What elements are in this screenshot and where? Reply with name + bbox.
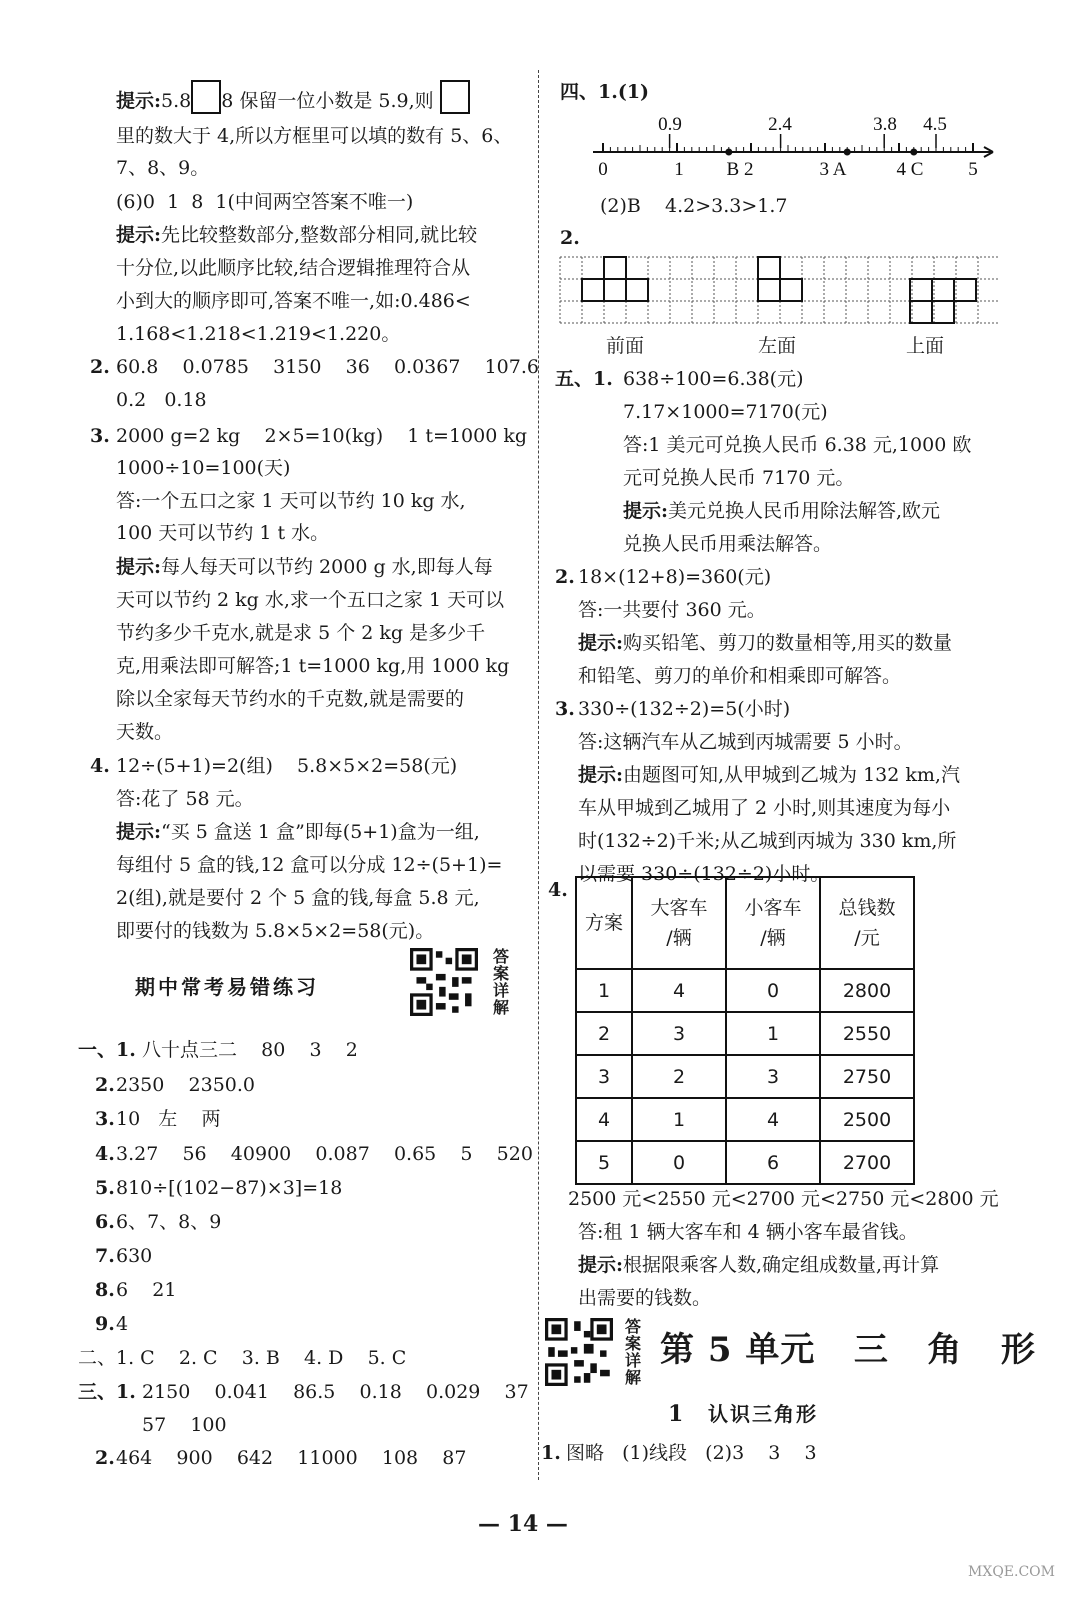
answer-line: 638÷100=6.38(元) — [623, 368, 804, 390]
nl-top-label: 2.4 — [768, 114, 792, 135]
answer-line: 图略 (1)线段 (2)3 3 3 — [566, 1442, 817, 1464]
lesson-title: 认识三角形 — [708, 1402, 818, 1426]
answer-line: 2000 g=2 kg 2×5=10(kg) 1 t=1000 kg — [116, 425, 528, 447]
text-line: (6)0 1 8 1(中间两空答案不唯一) — [116, 191, 414, 213]
question-number: 9. — [95, 1313, 115, 1335]
question-number: 3. — [95, 1108, 115, 1130]
table-cell: 2750 — [820, 1055, 914, 1098]
answer-line: 12÷(5+1)=2(组) 5.8×5×2=58(元) — [116, 755, 458, 777]
qr-code-icon — [410, 948, 478, 1016]
view-label: 上面 — [906, 335, 945, 357]
table-cell: 3 — [726, 1055, 820, 1098]
table-row — [576, 1141, 914, 1184]
table-cell: 2700 — [820, 1141, 914, 1184]
hint-line: 提示:根据限乘客人数,确定组成数量,再计算 — [578, 1254, 940, 1276]
answer-line: 6 21 — [116, 1279, 177, 1301]
question-number: 2. — [560, 227, 580, 249]
question-number: 4. — [90, 755, 110, 777]
table-header: 小客车 /辆 — [726, 877, 820, 969]
column-divider — [538, 70, 539, 1480]
answer-line: 答:这辆汽车从乙城到丙城需要 5 小时。 — [578, 731, 913, 753]
text-line: 兑换人民币用乘法解答。 — [623, 533, 833, 555]
answer-line: 6、7、8、9 — [116, 1211, 222, 1233]
answer-line: 7.17×1000=7170(元) — [623, 401, 828, 423]
answer-line: 答:1 美元可兑换人民币 6.38 元,1000 欧 — [623, 434, 972, 456]
question-number: 4. — [548, 879, 568, 901]
table-header: 大客车 /辆 — [632, 877, 726, 969]
answer-line: 60.8 0.0785 3150 36 0.0367 107.6 — [116, 356, 539, 378]
answer-line: 2350 2350.0 — [116, 1074, 255, 1096]
table-cell: 1 — [726, 1012, 820, 1055]
question-number: 3. — [555, 698, 575, 720]
text-line: 天数。 — [116, 721, 174, 743]
answer-line: 330÷(132÷2)=5(小时) — [578, 698, 791, 720]
question-number: 2. — [95, 1447, 115, 1469]
answer-line: 二、1. C 2. C 3. B 4. D 5. C — [78, 1347, 407, 1369]
answer-line: 630 — [116, 1245, 153, 1267]
unit-title: 第 5 单元 三 角 形 — [660, 1330, 1036, 1370]
table-cell: 2800 — [820, 969, 914, 1012]
table-cell: 1 — [576, 969, 632, 1012]
three-view-grid — [558, 255, 998, 327]
nl-bottom-label: B 2 — [726, 159, 754, 180]
table-cell: 0 — [726, 969, 820, 1012]
question-number: 8. — [95, 1279, 115, 1301]
table-header: 总钱数 /元 — [820, 877, 914, 969]
hint-line: 提示:每人每天可以节约 2000 g 水,即每人每 — [116, 556, 493, 578]
answer-line: 1000÷10=100(天) — [116, 457, 291, 479]
watermark-text: MXQE.COM — [968, 1564, 1055, 1580]
question-number: 一、1. — [78, 1039, 136, 1061]
text-line: 车从甲城到乙城用了 2 小时,则其速度为每小 — [578, 797, 951, 819]
table-header: 方案 — [576, 877, 632, 969]
answer-line: 八十点三二 80 3 2 — [142, 1039, 358, 1061]
hint-line: 提示:5.8 8 保留一位小数是 5.9,则 — [116, 80, 470, 114]
answer-line: 18×(12+8)=360(元) — [578, 566, 772, 588]
nl-bottom-label: 3 A — [819, 159, 847, 180]
point — [911, 149, 917, 155]
text-line: 克,用乘法即可解答;1 t=1000 kg,用 1000 kg — [116, 655, 510, 677]
hint-line: 提示:购买铅笔、剪刀的数量相等,用买的数量 — [578, 632, 953, 654]
text-line: 每组付 5 盒的钱,12 盒可以分成 12÷(5+1)= — [116, 854, 503, 876]
text-line: 即要付的钱数为 5.8×5×2=58(元)。 — [116, 920, 435, 942]
text-line: 2(组),就是要付 2 个 5 盒的钱,每盒 5.8 元, — [116, 887, 480, 909]
qr-code-icon — [545, 1318, 613, 1386]
hint-line: 提示:美元兑换人民币用除法解答,欧元 — [623, 500, 941, 522]
answer-line: 元可兑换人民币 7170 元。 — [623, 467, 855, 489]
answer-line: 答:一个五口之家 1 天可以节约 10 kg 水, — [116, 490, 466, 512]
text-line: 节约多少千克水,就是求 5 个 2 kg 是多少千 — [116, 622, 486, 644]
answer-line: (2)B 4.2>3.3>1.7 — [600, 195, 788, 217]
question-number: 三、1. — [78, 1381, 136, 1403]
answer-line: 0.2 0.18 — [116, 389, 207, 411]
table-cell: 2550 — [820, 1012, 914, 1055]
table-cell: 2500 — [820, 1098, 914, 1141]
text-line: 1.168<1.218<1.219<1.220。 — [116, 323, 401, 345]
text-line: 小到大的顺序即可,答案不唯一,如:0.486< — [116, 290, 471, 312]
text-line: 出需要的钱数。 — [578, 1287, 712, 1309]
section-heading: 四、1.(1) — [560, 81, 650, 103]
text-line: 十分位,以此顺序比较,结合逻辑推理符合从 — [116, 257, 471, 279]
answer-line: 10 左 两 — [116, 1108, 221, 1130]
blank-box — [191, 80, 221, 114]
number-line — [575, 108, 995, 188]
answer-line: 答:花了 58 元。 — [116, 788, 254, 810]
text-line: 天可以节约 2 kg 水,求一个五口之家 1 天可以 — [116, 589, 505, 611]
question-number: 五、1. — [555, 368, 613, 390]
point — [726, 149, 732, 155]
text-line: 7、8、9。 — [116, 157, 210, 179]
table-cell: 4 — [576, 1098, 632, 1141]
text-line: 时(132÷2)千米;从乙城到丙城为 330 km,所 — [578, 830, 957, 852]
answer-line: 3.27 56 40900 0.087 0.65 5 520 — [116, 1143, 533, 1165]
page-number: — 14 — — [478, 1511, 568, 1537]
table-cell: 6 — [726, 1141, 820, 1184]
answer-line: 4 — [116, 1313, 129, 1335]
view-label: 左面 — [758, 335, 797, 357]
nl-bottom-label: 5 — [968, 159, 978, 180]
nl-top-label: 3.8 — [873, 114, 897, 135]
lesson-number: 1 — [668, 1401, 684, 1427]
table-cell: 3 — [632, 1012, 726, 1055]
text-line: 除以全家每天节约水的千克数,就是需要的 — [116, 688, 465, 710]
question-number: 1. — [541, 1442, 561, 1464]
table-header-row — [576, 877, 914, 969]
answer-line: 464 900 642 11000 108 87 — [116, 1447, 467, 1469]
nl-top-label: 0.9 — [658, 114, 682, 135]
answer-line: 100 天可以节约 1 t 水。 — [116, 522, 330, 544]
point — [844, 149, 850, 155]
table-row — [576, 1055, 914, 1098]
question-number: 4. — [95, 1143, 115, 1165]
nl-bottom-label: 4 C — [896, 159, 924, 180]
text-line: 以需要 330÷(132÷2)小时。 — [578, 863, 830, 885]
qr-caption: 答案详解 — [624, 1317, 641, 1387]
answer-line: 2150 0.041 86.5 0.18 0.029 37 — [142, 1381, 529, 1403]
answer-line: 答:租 1 辆大客车和 4 辆小客车最省钱。 — [578, 1221, 918, 1243]
table-cell: 2 — [576, 1012, 632, 1055]
section-title: 期中常考易错练习 — [135, 975, 319, 999]
nl-bottom-label: 1 — [674, 159, 684, 180]
table-cell: 1 — [632, 1098, 726, 1141]
question-number: 6. — [95, 1211, 115, 1233]
table-cell: 4 — [726, 1098, 820, 1141]
nl-top-label: 4.5 — [923, 114, 947, 135]
question-number: 5. — [95, 1177, 115, 1199]
question-number: 2. — [95, 1074, 115, 1096]
hint-line: 提示:先比较整数部分,整数部分相同,就比较 — [116, 224, 478, 246]
qr-caption: 答案详解 — [492, 947, 509, 1017]
table-row — [576, 969, 914, 1012]
nl-bottom-label: 0 — [598, 159, 608, 180]
hint-line: 提示:由题图可知,从甲城到乙城为 132 km,汽 — [578, 764, 960, 786]
question-number: 7. — [95, 1245, 115, 1267]
answer-line: 57 100 — [142, 1414, 227, 1436]
question-number: 2. — [555, 566, 575, 588]
table-cell: 2 — [632, 1055, 726, 1098]
text-line: 里的数大于 4,所以方框里可以填的数有 5、6、 — [116, 125, 513, 147]
text-line: 和铅笔、剪刀的单价和相乘即可解答。 — [578, 665, 902, 687]
table-cell: 5 — [576, 1141, 632, 1184]
table-cell: 3 — [576, 1055, 632, 1098]
table-row — [576, 1012, 914, 1055]
blank-box — [440, 80, 470, 114]
plan-table — [575, 876, 915, 1185]
table-cell: 4 — [632, 969, 726, 1012]
answer-line: 810÷[(102−87)×3]=18 — [116, 1177, 343, 1199]
question-number: 2. — [90, 356, 110, 378]
table-row — [576, 1098, 914, 1141]
table-cell: 0 — [632, 1141, 726, 1184]
view-label: 前面 — [606, 335, 645, 357]
answer-line: 2500 元<2550 元<2700 元<2750 元<2800 元 — [568, 1188, 999, 1210]
answer-line: 答:一共要付 360 元。 — [578, 599, 766, 621]
hint-line: 提示:“买 5 盒送 1 盒”即每(5+1)盒为一组, — [116, 821, 480, 843]
question-number: 3. — [90, 425, 110, 447]
